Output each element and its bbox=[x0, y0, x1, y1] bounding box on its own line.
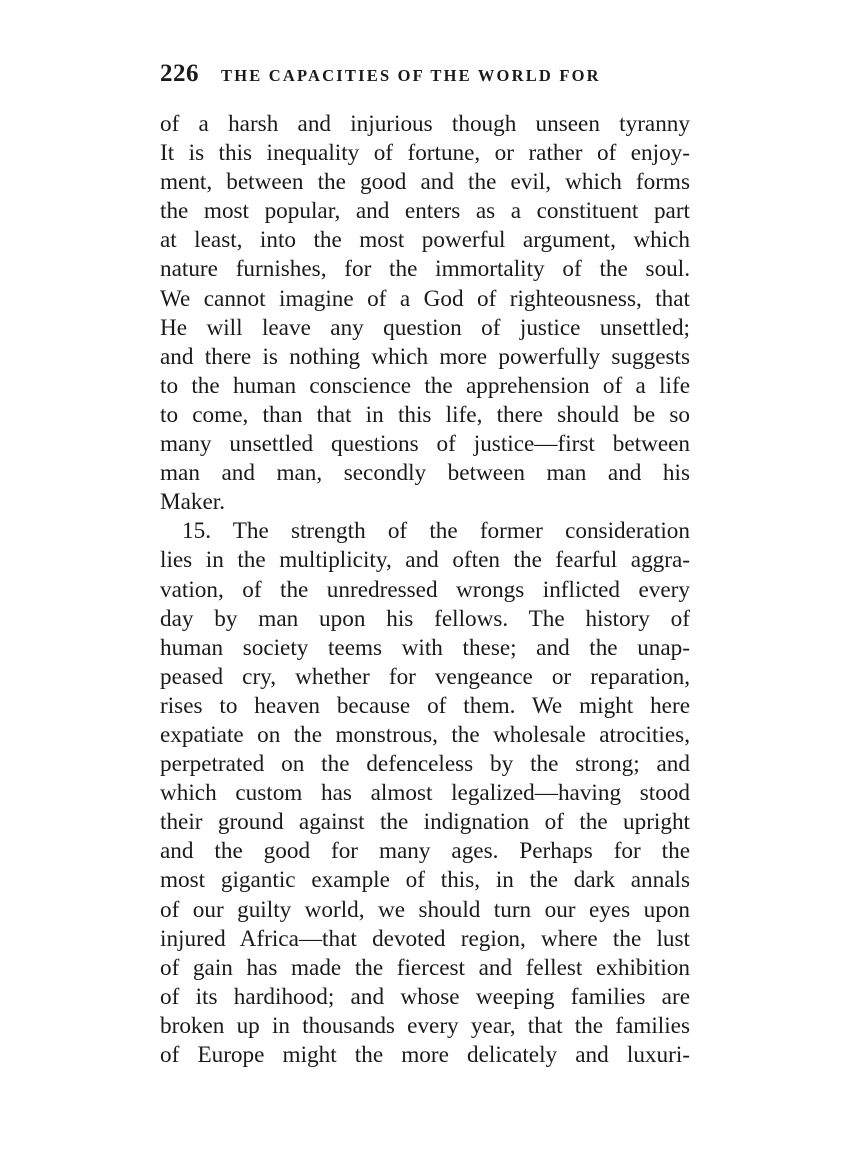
running-title: THE CAPACITIES OF THE WORLD FOR bbox=[221, 66, 601, 85]
text-line: injured Africa—that devoted region, where the lust bbox=[160, 925, 690, 952]
text-line: It is this inequality of fortune, or rather of enjoy- bbox=[160, 140, 690, 167]
text-line: of its hardihood; and whose weeping families are bbox=[160, 983, 690, 1010]
text-line: lies in the multiplicity, and often the fearful aggra- bbox=[160, 547, 690, 574]
running-head bbox=[160, 60, 700, 90]
text-line: perpetrated on the defenceless by the strong; and bbox=[160, 751, 690, 778]
text-line: and there is nothing which more powerfully suggests bbox=[160, 343, 690, 370]
text-line: nature furnishes, for the immortality of the soul. bbox=[160, 256, 690, 283]
text-line: We cannot imagine of a God of righteousness, that bbox=[160, 285, 690, 312]
text-line: the most popular, and enters as a constituent part bbox=[160, 198, 690, 225]
text-line: of a harsh and injurious though unseen tyranny bbox=[160, 111, 690, 137]
text-line: of our guilty world, we should turn our eyes upon bbox=[160, 896, 690, 923]
text-line: rises to heaven because of them. We might here bbox=[160, 692, 690, 719]
text-line: many unsettled questions of justice—first between bbox=[160, 431, 690, 458]
text-line: of Europe might the more delicately and luxuri- bbox=[160, 1042, 690, 1068]
text-line: of gain has made the fiercest and fellest exhibition bbox=[160, 954, 690, 981]
text-line: human society teems with these; and the unap- bbox=[160, 634, 690, 661]
text-line: peased cry, whether for vengeance or reparation, bbox=[160, 663, 690, 690]
text-line: day by man upon his fellows. The history of bbox=[160, 605, 690, 632]
page-number: 226 bbox=[160, 60, 199, 87]
text-line: and the good for many ages. Perhaps for the bbox=[160, 838, 690, 865]
text-line: broken up in thousands every year, that the families bbox=[160, 1012, 690, 1039]
text-line: vation, of the unredressed wrongs inflicted every bbox=[160, 576, 690, 603]
text-line: He will leave any question of justice unsettled; bbox=[160, 314, 690, 341]
text-line: most gigantic example of this, in the dark annals bbox=[160, 867, 690, 894]
text-line: to come, than that in this life, there should be so bbox=[160, 401, 690, 428]
body-text bbox=[160, 110, 690, 1070]
text-line: which custom has almost legalized—having stood bbox=[160, 780, 690, 807]
text-line: Maker. bbox=[160, 489, 226, 516]
text-line: ment, between the good and the evil, which forms bbox=[160, 169, 690, 196]
section-start-line: 15. The strength of the former consideration bbox=[182, 518, 690, 545]
text-line: at least, into the most powerful argument, which bbox=[160, 227, 690, 254]
text-line: their ground against the indignation of the upright bbox=[160, 809, 690, 836]
text-line: expatiate on the monstrous, the wholesale atrocities, bbox=[160, 721, 690, 748]
text-line: to the human conscience the apprehension of a life bbox=[160, 372, 690, 399]
text-line: man and man, secondly between man and his bbox=[160, 460, 690, 487]
